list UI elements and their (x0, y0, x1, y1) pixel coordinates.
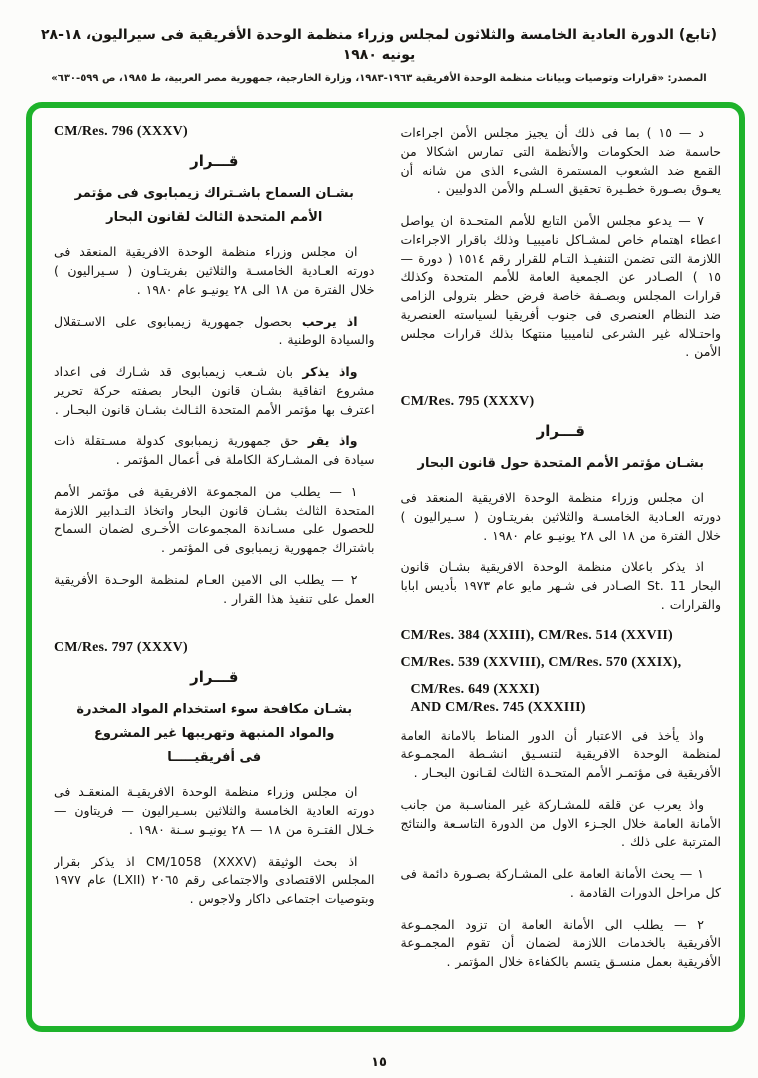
paragraph-text: واذ يأخذ فى الاعتبار أن الدور المناط بالامانة العامة لمنظمة الوحدة الافريقية لتنسـيق انشـطة المجمـوعة الأفريقية فى مؤتمـر الأمم المتحـدة الثالث لقـانون البحـار . (400, 727, 721, 781)
paragraph (401, 558, 722, 614)
resolution-code: AND CM/Res. 745 (XXXIII) (410, 699, 586, 715)
paragraph (54, 313, 375, 351)
resolution-subheading (54, 698, 375, 770)
paragraph (401, 124, 722, 199)
subheading-line: بشـان مكافحة سوء استخدام المواد المخدرة (76, 702, 353, 718)
paragraph (401, 489, 722, 545)
column-left (54, 124, 375, 1026)
resolution-code: CM/Res. 384 (XXIII), CM/Res. 514 (XXVII) (400, 627, 673, 643)
paragraph (401, 916, 722, 972)
paragraph (54, 483, 375, 558)
header-source: المصدر: «قرارات وتوصيات وبيانات منظمة الوحدة الأفريقية ١٩٦٣-١٩٨٣، وزارة الخارجية، جمهورية مصر العربية، ط ١٩٨٥، ص ٥٩٩-٦٣٠» (51, 73, 707, 85)
paragraph-text: ان مجلس وزراء منظمة الوحدة الافريقية المنعقد فى دورته العـادية الخامسـة والثلاثين بفريتـاون ( سـيراليون ) خلال الفترة من ١٨ الى ٢٨ يونيـو عام ١٩٨٠ . (54, 244, 375, 297)
paragraph (401, 865, 722, 903)
paragraph (54, 783, 375, 839)
paragraph-text: اذ يذكر باعلان منظمة الوحدة الافريقية بشـان قانون البحار ‎St. 11‎ الصـادر فى شـهر مايو عام ١٩٧٣ بأديس ابابا والقرارات . (400, 559, 721, 612)
paragraph-text: ان مجلس وزراء منظمة الوحدة الافريقية المنعقد فى دورته العـادية الخامسـة والثلاثين بفريتـاون ( سـيراليون ) خلال الفترة من ١٨ الى ٢٨ يونيـو عام ١٩٨٠ . (400, 490, 721, 543)
resolution-subheading (54, 182, 375, 230)
paragraph (54, 363, 375, 419)
paragraph-lead: واذ يقر (307, 433, 358, 449)
paragraph (54, 571, 375, 609)
paragraph-text: ١ — يحث الأمانة العامة على المشـاركة بصـورة دائمة فى كل مراحل الدورات القادمة . (400, 866, 721, 900)
resolution-heading: قـــرار (190, 152, 239, 171)
paragraph (54, 243, 375, 299)
paragraph-text: واذ يعرب عن قلقه للمشـاركة غير المناسـبة من جانب الأمانة العامة خلال الجـزء الاول من الدورة التاسـعة والنتائج المترتبة على ذلك . (400, 796, 721, 850)
subheading-line: بشـان مؤتمر الأمم المتحدة حول قانون البحار (417, 456, 705, 472)
paragraph-text: د — ١٥ ) بما فى ذلك أن يجيز مجلس الأمن اجراءات حاسمة ضد الحكومات والأنظمة التى تمارس اشكالا من القمع ضد الشعوب المستمرة الشىء الذى من شانه أن يعـوق بصـورة خطـيرة تحقيق السـلم والأمن الدوليين . (400, 125, 721, 197)
paragraph-text: بان شـعب زيمبابوى قد شـارك فى اعداد مشروع اتفاقية بشـان قانون البحار بصفته حركة تحرير اعترف بها مؤتمر الأمم المتحدة الثـالث بشـان قانون البحـار . (54, 364, 375, 417)
subheading-line: والمواد المنبهة وتهريبها غير المشروع (93, 726, 335, 742)
paragraph-text: ١ — يطلب من المجموعة الافريقية فى مؤتمر الأمم المتحدة الثالث بشـان قانون البحار واتخاذ التـدابير اللازمة للحصول على مسـاندة المجموعات الأخـرى لضمان السماح باشتراك جمهورية زيمبابوى فى المؤتمر . (54, 483, 375, 556)
subheading-line: الأمم المتحدة الثالث لقانون البحار (106, 210, 323, 226)
resolution-code: CM/Res. 539 (XXVIII), CM/Res. 570 (XXIX), (400, 654, 682, 670)
paragraph-text: ٢ — يطلب الى الأمانة العامة ان تزود المجمـوعة الأفريقية بالخدمات اللازمة لضمان أن تقوم المجمـوعة الأفريقية بعمل منسـق يتسم بالكفاءة خلال المؤتمر . (400, 916, 721, 970)
subheading-line: فى أفريقيـــــا (167, 750, 262, 766)
paragraph-text: ٢ — يطلب الى الامين العـام لمنظمة الوحـدة الأفريقية العمل على تنفيذ هذا القرار . (54, 571, 375, 606)
paragraph-text: حق جمهورية زيمبابوى كدولة مسـتقلة ذات سيادة فى المشـاركة الكاملة فى أعمال المؤتمر . (54, 433, 375, 468)
column-right (401, 124, 722, 1026)
two-column-layout (54, 124, 721, 1026)
paragraph (54, 432, 375, 470)
paragraph-text: ٧ — يدعو مجلس الأمن التابع للأمم المتحـدة ان يواصل اعطاء اهتمام خاص لمشـاكل ناميبيـا وذلك باقرار الاجراءات اللازمة التى تضمن التنفيـذ التـام للقرار رقم ١٥١٤ ( دورة — ١٥ ) الصـادر عن الجمعية العامة للأمم المتحدة وكذلك قرارات المجلس وبصـفة خاصة فرض حظر بترولى الزامى ضد النظام العنصرى فى جنوب أفريقيا لسياسته العنصرية واحتـلاله غير الشرعى لناميبيا منتهكا بذلك قرارات مجلس الأمن . (400, 213, 721, 360)
resolution-heading: قـــرار (190, 668, 239, 687)
document-border-box (26, 102, 745, 1032)
page-header (0, 0, 758, 88)
paragraph (54, 853, 375, 909)
paragraph-text: اذ بحث الوثيقة ‎CM/1058 (XXXV)‎ اذ يذكر بقرار المجلس الاقتصادى والاجتماعى رقم ٢٠٦٥ ‎(LXII)‎ عام ١٩٧٧ وبتوصيات اجتماعى داكار ولاجوس . (54, 853, 375, 907)
resolution-subheading (401, 452, 722, 476)
paragraph (401, 727, 722, 783)
paragraph (401, 796, 722, 852)
resolution-code: CM/Res. 649 (XXXI) (410, 681, 540, 697)
paragraph-text: ان مجلس وزراء منظمة الوحدة الافريقيـة المنعقـد فى دورته العادية الخامسة والثلاثين بسـيراليون — فريتاون — خـلال الفتـرة من ١٨ — ٢٨ يونيـو سـنة ١٩٨٠ . (54, 784, 375, 837)
resolution-code: CM/Res. 795 (XXXV) (400, 394, 535, 410)
subheading-line: بشـان السماح باشـتراك زيمبابوى فى مؤتمر (74, 186, 354, 202)
paragraph (401, 212, 722, 362)
paragraph-lead: واذ يذكر (302, 364, 358, 380)
paragraph-text: بحصول جمهورية زيمبابوى على الاسـتقلال والسيادة الوطنية . (54, 313, 375, 348)
resolution-code: CM/Res. 796 (XXXV) (54, 124, 188, 140)
resolution-heading: قـــرار (536, 422, 585, 441)
resolution-code: CM/Res. 797 (XXXV) (54, 640, 188, 656)
header-title: (تابع) الدورة العادية الخامسة والثلاثون لمجلس وزراء منظمة الوحدة الأفريقية فى سيراليون، ١٨-٢٨ يونيه ١٩٨٠ (41, 27, 717, 63)
paragraph-lead: اذ يرحب (301, 313, 358, 329)
page-number: ١٥ (371, 1055, 387, 1070)
